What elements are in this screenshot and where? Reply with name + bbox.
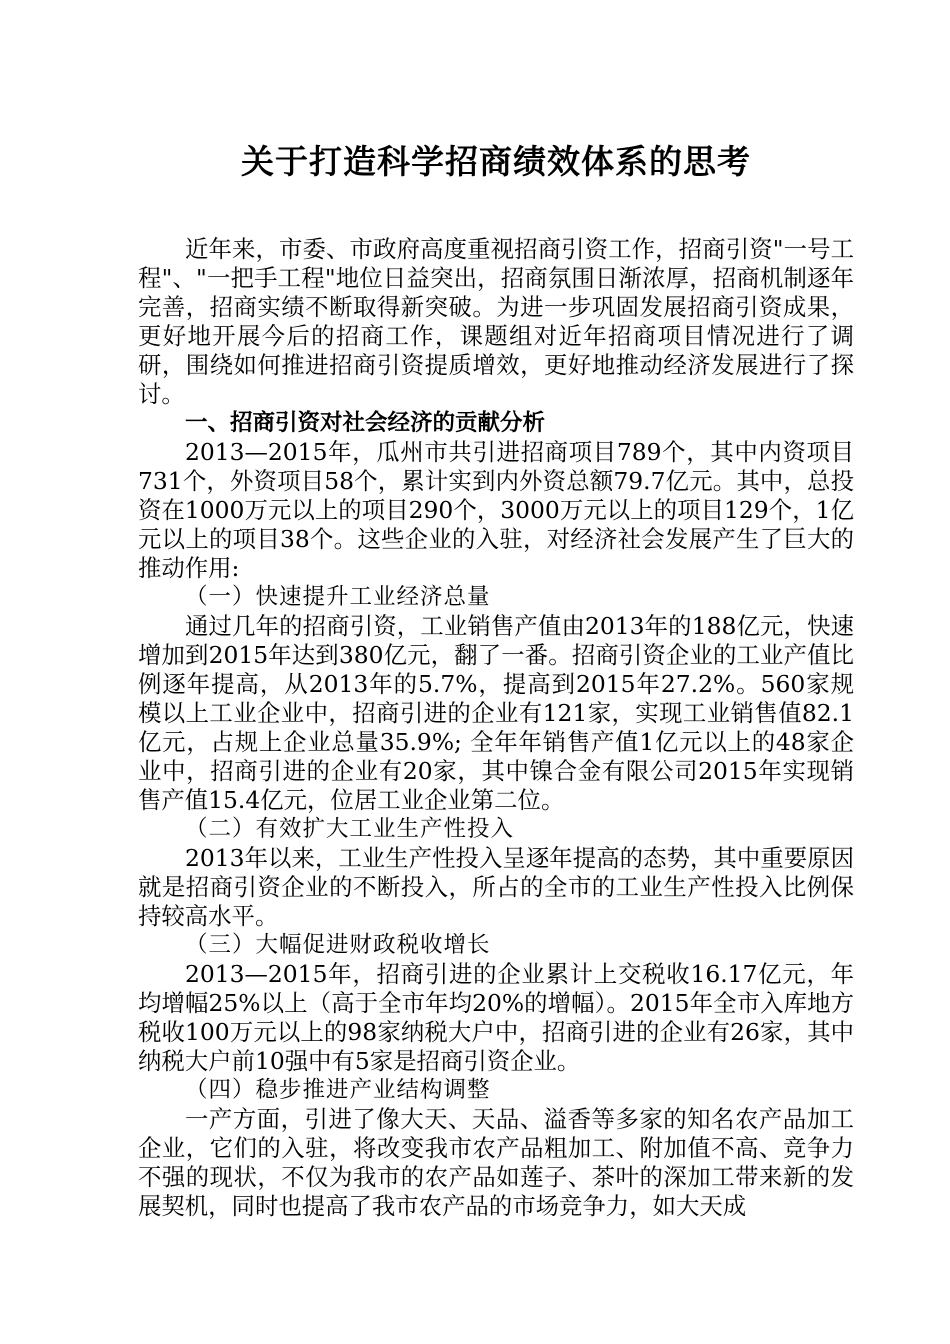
document-title: 关于打造科学招商绩效体系的思考 — [241, 142, 751, 181]
section-1-paragraph: 2013—2015年，瓜州市共引进招商项目789个，其中内资项目731个，外资项目58个，累计实到内外资总额79.7亿元。其中，总投资在1000万元以上的项目290个，3000万元以上的项目129个，1亿元以上的项目38个。这些企业的入驻，对经济社会发展产生了巨大的推动作用: — [138, 438, 854, 582]
subsection-1-paragraph: 通过几年的招商引资，工业销售产值由2013年的188亿元，快速增加到2015年达到380亿元，翻了一番。招商引资企业的工业产值比例逐年提高，从2013年的5.7%，提高到2015年27.2%。560家规模以上工业企业中，招商引进的企业有121家，实现工业销售值82.1 亿元，占规上企业总量35.9%; 全年年销售产值1亿元以上的48家企业中，招商引进的企业有20家，其中镍合金有限公司2015年实现销售产值15.4亿元，位居工业企业第二位。 — [138, 612, 854, 814]
subsection-2-paragraph: 2013年以来，工业生产性投入呈逐年提高的态势，其中重要原因就是招商引资企业的不断投入，所占的全市的工业生产性投入比例保持较高水平。 — [138, 844, 854, 930]
subsection-4-paragraph: 一产方面，引进了像大天、天品、溢香等多家的知名农产品加工企业，它们的入驻，将改变我市农产品粗加工、附加值不高、竞争力不强的现状，不仅为我市的农产品如莲子、茶叶的深加工带来新的发展契机，同时也提高了我市农产品的市场竞争力，如大天成 — [138, 1105, 854, 1220]
subsection-heading-3: （三）大幅促进财政税收增长 — [185, 932, 491, 958]
intro-paragraph: 近年来，市委、市政府高度重视招商引资工作，招商引资"一号工程"、"一把手工程"地位日益突出，招商氛围日渐浓厚，招商机制逐年完善，招商实绩不断取得新突破。为进一步巩固发展招商引资成果，更好地开展今后的招商工作，课题组对近年招商项目情况进行了调研，围绕如何推进招商引资提质增效，更好地推动经济发展进行了探讨。 — [138, 235, 854, 408]
subsection-heading-2: （二）有效扩大工业生产性投入 — [185, 816, 515, 842]
subsection-heading-1: （一）快速提升工业经济总量 — [185, 584, 491, 610]
document-body — [138, 235, 854, 1221]
subsection-3-paragraph: 2013—2015年，招商引进的企业累计上交税收16.17亿元，年均增幅25%以上（高于全市年均20%的增幅）。2015年全市入库地方税收100万元以上的98家纳税大户中，招商引进的企业有26家，其中纳税大户前10强中有5家是招商引资企业。 — [138, 960, 854, 1075]
section-heading-1: 一、招商引资对社会经济的贡献分析 — [185, 410, 546, 436]
subsection-heading-4: （四）稳步推进产业结构调整 — [185, 1077, 491, 1103]
